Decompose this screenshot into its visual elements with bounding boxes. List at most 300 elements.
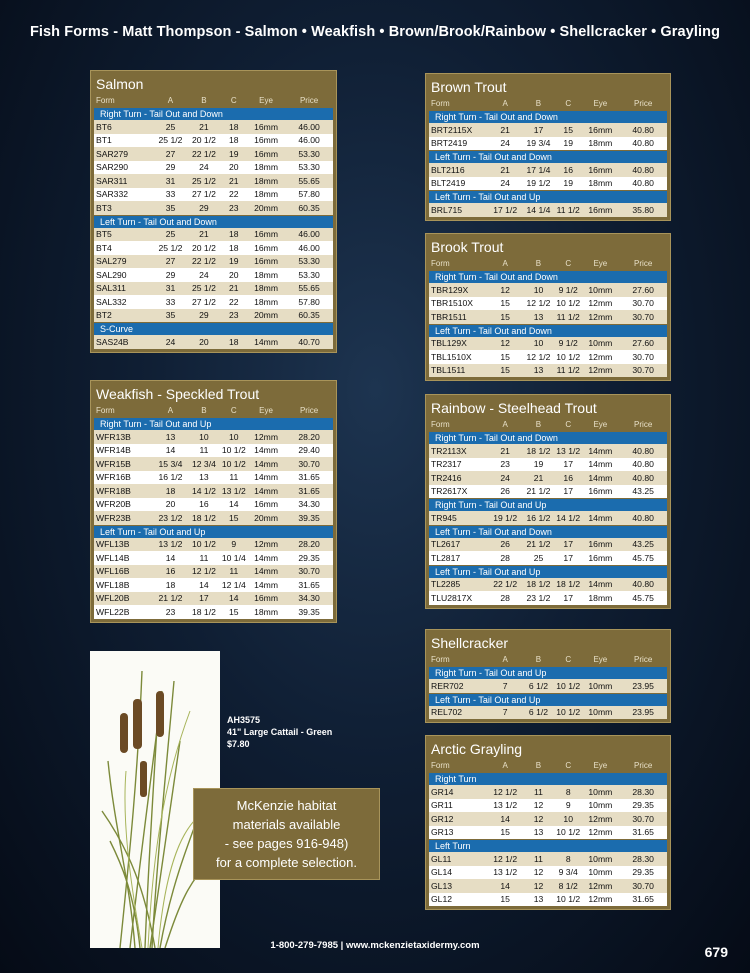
- table-row: [429, 591, 667, 605]
- column-header: Form: [431, 420, 450, 429]
- table-cell: 11: [534, 786, 543, 797]
- table-cell: 22 1/2: [493, 579, 518, 590]
- table-cell: 14: [165, 552, 176, 563]
- table-cell: 43.25: [632, 486, 654, 497]
- column-headers: [429, 759, 667, 772]
- table-title: Shellcracker: [431, 635, 509, 651]
- table-cell: 22: [229, 189, 239, 200]
- table-cell: 55.65: [298, 283, 320, 294]
- table-cell: 18mm: [254, 606, 278, 617]
- column-headers: [429, 653, 667, 666]
- table-cell: WFL22B: [96, 606, 130, 617]
- table-cell: GR13: [431, 827, 454, 838]
- table-cell: 13: [165, 431, 176, 442]
- table-cell: 19: [229, 148, 239, 159]
- table-cell: 14 1/2: [556, 512, 581, 523]
- table-cell: 10 1/2: [556, 707, 581, 718]
- section-header: Left Turn - Tail Out and Down: [429, 151, 667, 163]
- table-cell: 24: [500, 138, 510, 149]
- table-cell: 16mm: [588, 539, 613, 550]
- table-cell: 15: [500, 311, 510, 322]
- habitat-line-3: - see pages 916-948): [224, 836, 349, 851]
- table-cell: 43.25: [632, 539, 654, 550]
- table-cell: 35: [165, 310, 176, 321]
- table-cell: 16mm: [254, 148, 278, 159]
- column-header: Price: [634, 259, 653, 268]
- table-row: [94, 335, 333, 349]
- table-cell: 20mm: [254, 512, 278, 523]
- table-cell: 9: [565, 800, 571, 811]
- table-title: Arctic Grayling: [431, 741, 523, 757]
- table-cell: 16mm: [588, 204, 613, 215]
- table-cell: TBL1511: [431, 365, 466, 376]
- table-cell: 14mm: [254, 472, 278, 483]
- table-cell: GR11: [431, 800, 453, 811]
- table-cell: 12: [500, 338, 510, 349]
- section-header: Right Turn - Tail Out and Down: [94, 108, 333, 120]
- table-cell: 18mm: [254, 296, 278, 307]
- table-title: Brown Trout: [431, 79, 507, 95]
- table-cell: 29.35: [632, 867, 654, 878]
- table-cell: 18mm: [588, 138, 613, 149]
- table-cell: 12mm: [588, 365, 613, 376]
- table-cell: 11: [199, 552, 209, 563]
- table-cell: 16 1/2: [158, 472, 183, 483]
- habitat-line-4: for a complete selection.: [216, 855, 357, 870]
- table-cell: TBR1510X: [431, 298, 474, 309]
- table-cell: 40.80: [632, 579, 654, 590]
- table-cell: 14: [500, 813, 510, 824]
- table-row: [429, 123, 667, 137]
- table-cell: 17: [563, 539, 573, 550]
- column-headers: [429, 257, 667, 270]
- column-header: C: [565, 420, 572, 429]
- column-header: B: [535, 761, 542, 770]
- table-cell: 10: [199, 431, 209, 442]
- table-cell: 18: [165, 579, 176, 590]
- table-cell: 24: [500, 472, 510, 483]
- table-cell: 10mm: [588, 707, 613, 718]
- table-cell: 12 1/2: [493, 853, 518, 864]
- column-header: C: [565, 761, 572, 770]
- table-cell: 29: [165, 269, 176, 280]
- table-cell: 12: [533, 800, 544, 811]
- column-header: C: [565, 99, 572, 108]
- table-cell: 12 1/2: [526, 298, 551, 309]
- table-row: [94, 134, 333, 148]
- table-cell: 33: [165, 189, 176, 200]
- table-row: [94, 174, 333, 188]
- table-cell: 17: [199, 593, 209, 604]
- table-cell: 24: [165, 336, 176, 347]
- table-cell: 21: [500, 164, 510, 175]
- column-header: A: [167, 96, 174, 105]
- table-cell: 17 1/4: [526, 164, 551, 175]
- table-cell: 21: [229, 283, 239, 294]
- table-cell: 14mm: [588, 472, 613, 483]
- table-cell: 10 1/2: [556, 894, 581, 905]
- table-cell: 17: [533, 124, 544, 135]
- table-cell: 18: [165, 485, 176, 496]
- column-header: Price: [299, 406, 319, 415]
- column-header: B: [535, 259, 542, 268]
- table-cell: 12mm: [254, 539, 278, 550]
- section-header: Left Turn - Tail Out and Up: [429, 694, 667, 706]
- table-cell: 13: [533, 365, 544, 376]
- table-cell: 6 1/2: [528, 680, 549, 691]
- table-cell: 14mm: [588, 579, 613, 590]
- table-cell: WFR15B: [96, 458, 131, 469]
- table-cell: 12 1/2: [191, 566, 216, 577]
- table-cell: 12mm: [588, 827, 613, 838]
- table-row: [429, 310, 667, 324]
- table-cell: SAL311: [96, 283, 126, 294]
- table-cell: 40.70: [298, 336, 320, 347]
- table-row: [429, 444, 667, 458]
- table-cell: 25 1/2: [191, 283, 216, 294]
- table-cell: 13 1/2: [221, 485, 246, 496]
- table-row: [94, 538, 333, 552]
- table-cell: 20: [229, 269, 239, 280]
- table-cell: 10 1/4: [221, 552, 246, 563]
- column-header: A: [502, 420, 508, 429]
- table-cell: 16mm: [254, 135, 278, 146]
- table-cell: 27 1/2: [191, 296, 216, 307]
- table-cell: BLT2116: [431, 164, 465, 175]
- table-cell: 15: [229, 512, 239, 523]
- table-cell: 11: [534, 853, 543, 864]
- table-cell: 16mm: [254, 593, 278, 604]
- table-row: [94, 161, 333, 175]
- table-cell: 13 1/2: [556, 445, 581, 456]
- table-cell: BRT2115X: [431, 124, 473, 135]
- column-headers: [94, 404, 333, 417]
- table-cell: 21: [199, 121, 209, 132]
- table-cell: 14mm: [254, 336, 278, 347]
- table-cell: 20mm: [254, 310, 278, 321]
- table-cell: 28: [500, 552, 510, 563]
- table-cell: 57.80: [298, 189, 320, 200]
- table-cell: 34.30: [298, 499, 320, 510]
- table-cell: 21: [500, 124, 510, 135]
- table-row: [94, 228, 333, 242]
- table-cell: 18 1/2: [191, 606, 216, 617]
- table-cell: 25: [165, 229, 176, 240]
- table-cell: 10mm: [588, 284, 613, 295]
- table-cell: 10mm: [588, 853, 613, 864]
- table-row: [94, 484, 333, 498]
- table-cell: 14mm: [254, 458, 278, 469]
- table-cell: 8: [565, 853, 571, 864]
- table-cell: 31: [165, 175, 176, 186]
- table-cell: 16mm: [588, 486, 613, 497]
- table-cell: SAR332: [96, 189, 129, 200]
- table-cell: 11 1/2: [556, 311, 580, 322]
- table-cell: 34.30: [298, 593, 320, 604]
- table-row: [429, 458, 667, 472]
- table-cell: 7: [502, 707, 508, 718]
- table-cell: 55.65: [298, 175, 320, 186]
- table-cell: 18mm: [254, 162, 278, 173]
- table-row: [94, 444, 333, 458]
- table-cell: 20: [165, 499, 176, 510]
- table-cell: GL11: [431, 853, 452, 864]
- table-cell: 40.80: [632, 164, 654, 175]
- table-cell: 53.30: [298, 162, 320, 173]
- table-cell: 18 1/2: [191, 512, 216, 523]
- table-cell: WFR16B: [96, 472, 131, 483]
- section-header: Right Turn: [429, 773, 667, 785]
- table-cell: 27: [165, 256, 176, 267]
- table-cell: 45.75: [632, 552, 654, 563]
- table-cell: 46.00: [298, 242, 320, 253]
- table-cell: 31.65: [298, 579, 320, 590]
- table-cell: 18: [229, 229, 239, 240]
- table-row: [429, 578, 667, 592]
- table-cell: 28.20: [298, 539, 320, 550]
- table-cell: SAR311: [96, 175, 128, 186]
- column-headers: [94, 94, 333, 107]
- table-cell: WFL18B: [96, 579, 130, 590]
- table-cell: 40.80: [632, 178, 654, 189]
- table-cell: 14mm: [254, 445, 278, 456]
- table-cell: TL2617: [431, 539, 461, 550]
- table-cell: SAS24B: [96, 336, 129, 347]
- table-cell: WFL20B: [96, 593, 130, 604]
- table-cell: 17: [563, 486, 573, 497]
- table-cell: 11 1/2: [556, 365, 580, 376]
- table-rainbow-trout: [425, 394, 671, 609]
- table-cell: 57.80: [298, 296, 320, 307]
- table-cell: 20 1/2: [191, 242, 216, 253]
- table-cell: 15: [229, 606, 239, 617]
- table-cell: 21: [229, 175, 239, 186]
- table-cell: 29: [165, 162, 176, 173]
- habitat-callout: [193, 788, 380, 880]
- table-cell: WFR18B: [96, 485, 131, 496]
- table-row: [429, 706, 667, 720]
- column-header: Price: [634, 420, 653, 429]
- table-cell: 30.70: [298, 458, 320, 469]
- table-cell: 10mm: [588, 867, 613, 878]
- table-cell: 23.95: [632, 707, 654, 718]
- table-cell: TLU2817X: [431, 592, 473, 603]
- table-cell: 26: [500, 486, 510, 497]
- table-cell: 40.80: [632, 459, 654, 470]
- table-cell: 39.35: [298, 606, 320, 617]
- column-header: C: [230, 96, 237, 105]
- table-cell: 28.30: [632, 853, 654, 864]
- table-cell: 16mm: [254, 242, 278, 253]
- table-cell: 8: [565, 786, 571, 797]
- page-header: Fish Forms - Matt Thompson - Salmon • Weakfish • Brown/Brook/Rainbow • Shellcracker • Grayling: [29, 24, 721, 40]
- table-cell: TBL1510X: [431, 351, 472, 362]
- table-cell: 16: [563, 164, 573, 175]
- table-cell: 9 1/2: [558, 284, 578, 295]
- table-cell: 10mm: [588, 338, 613, 349]
- column-headers: [429, 97, 667, 110]
- table-row: [94, 511, 333, 525]
- table-cell: 18mm: [588, 592, 613, 603]
- table-cell: 60.35: [298, 202, 320, 213]
- table-cell: 12 1/2: [493, 786, 518, 797]
- column-header: Form: [431, 655, 450, 664]
- column-header: B: [535, 420, 542, 429]
- table-cell: 31.65: [632, 894, 654, 905]
- table-cell: 15: [500, 351, 510, 362]
- table-cell: 29.35: [298, 552, 320, 563]
- table-row: [429, 852, 667, 866]
- table-shellcracker: [425, 629, 671, 723]
- table-cell: 28.30: [632, 786, 654, 797]
- table-cell: 46.00: [298, 135, 320, 146]
- table-cell: 17: [563, 552, 573, 563]
- table-cell: 11: [229, 566, 239, 577]
- table-cell: 16mm: [588, 552, 613, 563]
- table-cell: 13: [533, 827, 544, 838]
- table-cell: 13: [199, 472, 209, 483]
- table-cell: 10 1/2: [191, 539, 216, 550]
- table-cell: BT2: [96, 310, 112, 321]
- table-cell: 12mm: [588, 311, 613, 322]
- table-cell: 12 1/4: [221, 579, 246, 590]
- table-cell: 27: [165, 148, 176, 159]
- table-cell: TL2285: [431, 579, 461, 590]
- table-cell: 20: [199, 336, 209, 347]
- table-cell: GL13: [431, 880, 453, 891]
- column-header: Form: [96, 406, 115, 415]
- table-row: [429, 551, 667, 565]
- table-row: [94, 188, 333, 202]
- table-cell: 14mm: [254, 485, 278, 496]
- table-row: [94, 565, 333, 579]
- table-cell: 10mm: [588, 800, 613, 811]
- table-cell: 14 1/4: [526, 204, 551, 215]
- column-header: A: [502, 259, 508, 268]
- table-row: [429, 137, 667, 151]
- table-cell: 14mm: [588, 459, 613, 470]
- table-cell: 13 1/2: [493, 867, 518, 878]
- table-cell: 9: [231, 539, 237, 550]
- column-header: A: [502, 655, 508, 664]
- table-cell: BT6: [96, 121, 112, 132]
- table-cell: 31: [165, 283, 176, 294]
- table-cell: 10 1/2: [221, 445, 246, 456]
- product-name: 41" Large Cattail - Green: [227, 727, 333, 737]
- section-header: Right Turn - Tail Out and Up: [429, 667, 667, 679]
- table-cell: 60.35: [298, 310, 320, 321]
- product-code: AH3575: [227, 715, 261, 725]
- table-cell: 12mm: [588, 880, 613, 891]
- column-header: Eye: [593, 259, 608, 268]
- column-header: A: [167, 406, 174, 415]
- table-row: [94, 498, 333, 512]
- table-cell: 29.35: [632, 800, 654, 811]
- table-cell: WFL16B: [96, 566, 130, 577]
- table-cell: SAR279: [96, 148, 129, 159]
- table-cell: 15: [500, 827, 510, 838]
- table-cell: 10mm: [588, 680, 613, 691]
- column-header: A: [502, 99, 508, 108]
- table-row: [429, 679, 667, 693]
- table-cell: 14: [229, 499, 239, 510]
- section-header: Right Turn - Tail Out and Up: [429, 499, 667, 511]
- table-cell: 15 3/4: [158, 458, 183, 469]
- table-row: [429, 163, 667, 177]
- table-cell: 16: [199, 499, 209, 510]
- table-cell: 16: [563, 472, 573, 483]
- table-row: [429, 471, 667, 485]
- table-row: [94, 201, 333, 215]
- table-cell: 39.35: [298, 512, 320, 523]
- table-cell: 18mm: [588, 178, 613, 189]
- table-cell: 16: [165, 566, 176, 577]
- table-cell: 25 1/2: [158, 135, 183, 146]
- table-row: [429, 350, 667, 364]
- table-cell: 20 1/2: [191, 135, 216, 146]
- table-cell: 19 1/2: [493, 512, 518, 523]
- table-cell: 23 1/2: [158, 512, 183, 523]
- table-cell: 12mm: [588, 351, 613, 362]
- table-cell: BT5: [96, 229, 112, 240]
- table-cell: 18 1/2: [526, 579, 551, 590]
- table-cell: 13 1/2: [493, 800, 518, 811]
- table-cell: WFR13B: [96, 431, 131, 442]
- table-row: [429, 866, 667, 880]
- table-row: [94, 578, 333, 592]
- table-cell: 30.70: [632, 813, 654, 824]
- table-row: [94, 295, 333, 309]
- table-cell: 11: [229, 472, 239, 483]
- section-header: Right Turn - Tail Out and Down: [429, 111, 667, 123]
- column-header: Price: [634, 761, 653, 770]
- table-cell: 40.80: [632, 445, 654, 456]
- table-cell: WFR14B: [96, 445, 131, 456]
- table-cell: WFR20B: [96, 499, 131, 510]
- table-row: [429, 785, 667, 799]
- table-row: [429, 297, 667, 311]
- table-cell: 30.70: [632, 311, 654, 322]
- table-row: [429, 337, 667, 351]
- table-cell: 17: [563, 459, 573, 470]
- table-cell: 25: [165, 121, 176, 132]
- table-cell: 19 3/4: [526, 138, 551, 149]
- table-cell: SAL332: [96, 296, 127, 307]
- table-cell: 12: [533, 813, 544, 824]
- table-title: Rainbow - Steelhead Trout: [431, 400, 597, 416]
- table-cell: 14mm: [254, 579, 278, 590]
- column-header: B: [201, 406, 207, 415]
- column-header: Form: [431, 99, 450, 108]
- table-cell: 12mm: [254, 431, 278, 442]
- table-cell: TR945: [431, 512, 457, 523]
- table-title: Brook Trout: [431, 239, 504, 255]
- table-cell: 16mm: [254, 499, 278, 510]
- table-cell: 16mm: [254, 256, 278, 267]
- product-caption: [227, 714, 332, 750]
- section-header: S-Curve: [94, 323, 333, 335]
- table-cell: 31.65: [632, 827, 654, 838]
- table-cell: 16mm: [588, 164, 613, 175]
- table-cell: 10 1/2: [556, 680, 581, 691]
- table-cell: 30.70: [632, 351, 654, 362]
- table-cell: GL14: [431, 867, 453, 878]
- table-cell: 10: [533, 338, 544, 349]
- column-header: C: [565, 259, 572, 268]
- table-brook-trout: [425, 233, 671, 381]
- table-cell: RER702: [431, 680, 464, 691]
- table-cell: 25 1/2: [191, 175, 216, 186]
